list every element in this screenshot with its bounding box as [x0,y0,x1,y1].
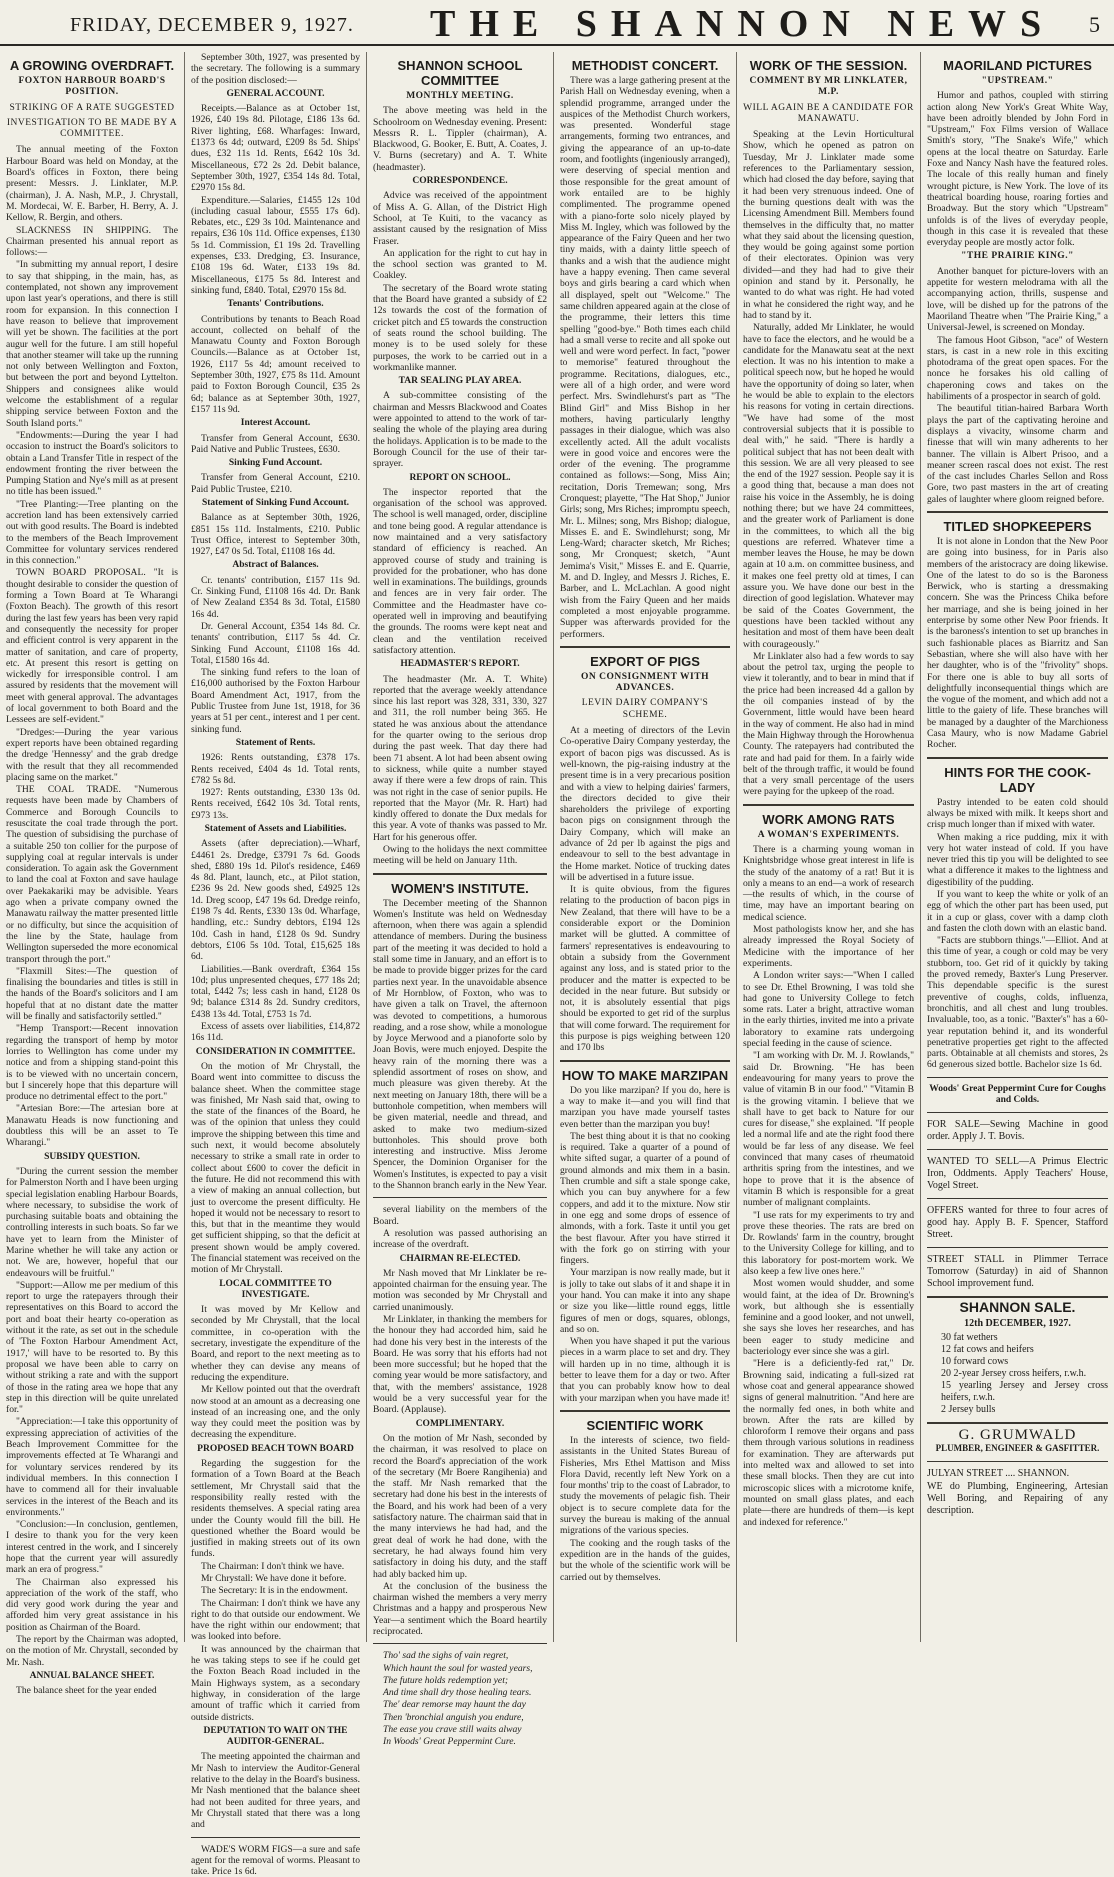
section-subhead: Abstract of Balances. [232,560,319,571]
sale-item: 10 forward cows [941,1355,1009,1367]
paragraph: There was a large gathering present at the Parish Hall on Wednesday evening, when a splendid programme, arranged under the auspices of the Methodist Church workers, was presented. Wonderful stage arrangements, forming two entrances, and giving the appearance of an up-to-date room, and footlights (ingeniously arranged), were deserving of special mention and those responsible for the great amount of work entailed are to be highly complimented. The programme opened with a piano-forte solo nicely played by Miss M. Ingley, which was followed by the appearance of the Fairy Queen and her two tiny maids, with a dainty little speech of thanks and a wish that the audience might have a happy evening. Then came several boys and girls bearing a card which when all displayed, spelt out "Welcome." The same children appeared again at the close of the programme, their letters this time spelling "good-bye." Both times each child had a small verse to recite and all spoke out well and were word perfect. In fact, "power to memorise" featured throughout the programme. Recitations, dialogues, etc., were all of a high order, and were word perfect. Mrs. Swindlehurst's part as "The Blind Girl" and Miss Bishop in her mothers, having particularly lengthy passages in their dialogue, which was also excellently acted. All the adult vocalists were in good voice and encores were the order of the evening. The programme contained as follows:—Song, Miss Ain; recitation, Doris Tremewan; song, Mrs Cronquest; playette, "The Hat Shop," Junior Girls; song, Mrs Riches; impromptu speech, Mr. L. Milnes; song, Mrs Bishop; dialogue, Misses E. and E. Swindlehurst; song, Mr Leng-Ward; character sketch, Mr Riches; song, Mr Cronquest; sketch, "Aunt Jemima's Visit," Misses E. and E. Quarrie, M. and D. Ingley, and Messrs J. Riches, E. Barber, and L. McLachlan. A good night wish from the Fairy Queen and her maids completed a most enjoyable programme. Supper was afterwards provided for the performers. [560,75,730,640]
newspaper-title: THE SHANNON NEWS [430,3,1056,45]
section-subhead: GENERAL ACCOUNT. [226,88,325,99]
paragraph: The Secretary: It is in the endowment. [201,1585,348,1597]
verse-line: Tho' sad the sighs of vain regret, [383,1650,509,1662]
paragraph: THE COAL TRADE. "Numerous requests have been made by Chambers of Commerce and Borough Councils to resuscitate the coal trade through the port. The question of subsidising the purchase of a suitable 250 ton collier for the purpose of supplying coal at regular intervals is under consideration. To again ask the Government to land the coal at Foxton and save haulage over Paekakariki may be advisible. Years ago when a private company owned the Manawatu railway the matter presented little or no difficulty, but since the acquisition of the line by the State, haulage from Wellington superseded the more economical transport through the port." [6,784,178,965]
paragraph: The balance sheet for the year ended [16,1685,157,1697]
paragraph: It was announced by the chairman that he was taking steps to see if he could get the Foxton Beach Road included in the Main Highways system, as a secondary highway, in consideration of the large amount of traffic which it carried from outside districts. [191,1643,360,1723]
classified-ad: OFFERS wanted for three to four acres of good hay. Apply B. F. Spencer, Stafford Street. [927,1205,1108,1241]
advertiser-name: G. GRUMWALD [958,1426,1077,1443]
paragraph: Speaking at the Levin Horticultural Show, which he opened as patron on Tuesday, Mr J. Linklater made some references to the Parliamentary session, which had closed the day before, saying that it had been very strenuous indeed. One of the burning questions dealt with was the Licensing Amendment Bill. Members found themselves in the difficulty that, no matter what they said about the licensing question, they would be going against some portion of their electorates. Opinion was very divided—and they had had to give their opinion and stand by it. Personally, he wanted to do what was right. He had voted in what he considered the right way, and he had to stand by it. [743,129,914,321]
paragraph: Assets (after depreciation).—Wharf, £4461 2s. Dredge, £3791 7s 6d. Goods shed, £880 19s 1d. Pilot's residence, £469 4s 8d. Plant, launch, etc., at Pilot station, £236 9s 2d. New goods shed, £4925 12s 1d. Dreg scoop, £47 19s 6d. Dredge reinfo, £198 7s 4d. Rents, £330 13s 0d. Wharfage, handling, etc.: Sundry debtors, £194 12s 10d. Cash in hand, £128 0s 9d. Sundry debtors, £106 5s 10d. Total, £15,625 18s 6d. [191,838,360,963]
paragraph: The meeting appointed the chairman and Mr Nash to interview the Auditor-General relative to the delay in the Board's business. Mr Nash mentioned that the balance sheet had not been audited for three years, and Mr Chrystall stated that there was a long and [191,1751,360,1831]
verse-line: Then 'bronchial anguish you endure, [383,1711,524,1723]
paragraph: The Chairman: I don't think we have. [201,1560,345,1572]
divider [927,511,1108,513]
paragraph: Most pathologists know her, and she has already impressed the Royal Society of Medicine with the importance of her experiments. [743,924,914,969]
article-headline: SHANNON SCHOOL COMMITTEE [397,58,523,88]
paragraph: The Chairman also expressed his appreciation of the work of the staff, who did very good work during the year and afforded him very great assistance in his position as Chairman of the Board. [6,1576,178,1633]
paragraph: A London writer says:—"When I called to see Dr. Ethel Browning, I was told she had gone to University College to fetch some rats. Later a bright, attractive woman in the early thirties, invited me into a private laboratory to examine rats undergoing special feeding in the cause of science. [743,970,914,1050]
section-subhead: Interest Account. [240,418,311,429]
article-subhead: COMMENT BY MR LINKLATER, M.P. [749,76,908,98]
article-subhead: A WOMAN'S EXPERIMENTS. [757,829,900,840]
paragraph: The famous Hoot Gibson, "ace" of Western stars, is cast in a new role in this exciting photodrama of the great open spaces. For the nonce he forsakes his old calling of chaperoning cows and takes on the habiliments of a prospector in search of gold. [927,334,1108,403]
divider [560,1410,730,1412]
article-headline: WORK AMONG RATS [762,811,895,827]
classified-ad: STREET STALL in Plimmer Terrace Tomorrow (Saturday) in aid of Shannon School improvement fund. [927,1254,1108,1290]
paragraph: Humor and pathos, coupled with stirring action along New York's Great White Way, have been adroitly blended by John Ford in "Upstream," Fox Films version of Wallace Smith's story, "The Snake's Wife," which opens at the local theatre on Saturday. Earle Foxe and Nancy Nash have the featured roles. The locale of this really human and finely wrought picture, is New York. The love of its theatrical boarding house, roaring forties and Broadway. But the story which "Upstream" unfolds is of the lives of everyday people, though in this case it is revealed that these everyday people are mostly actor folk. [927,90,1108,249]
section-subhead: Statement of Sinking Fund Account. [201,497,349,508]
paragraph: Naturally, added Mr Linklater, he would have to face the electors, and he would be a candidate for the Manawatu seat at the next election. It was no his intention to make a political speech now, but he hoped he would have the opportunity of doing so later, when he would be able to explain to the electors his reasons for voting in certain directions. "We have had some of the most controversial subjects that it is possible to deal with," he said. "There is hardly a political subject that has not been dealt with this session. We are all very pleased to see the end of the 1927 session. People say it is a good thing that, because a man does not raise his voice in the Assembly, he is doing nothing there; but we have 24 committees, and the greater work of Parliament is done in the committees, to which all the big questions are referred. Whatever time a member leaves the House, he may be down again at 10 a.m. on committee business, and it makes one feel pretty old at times, I can assure you. We have done our best in the direction of good legislation. Whatever may be said of the Coates Government, the questions have been tackled without any hesitation and most of them have been dealt with courageously." [743,322,914,650]
section-subhead: TAR SEALING PLAY AREA. [398,376,522,387]
article-deck: LEVIN DAIRY COMPANY'S SCHEME. [581,698,709,720]
paragraph: Pastry intended to be eaten cold should always be mixed with milk. It keeps short and crisp much longer than if mixed with water. [927,796,1108,831]
article-headline: MAORILAND PICTURES [943,58,1092,73]
paragraph: "Flaxmill Sites:—The question of finalising the boundaries and titles is still in the hands of the Board's solicitors and I am hopeful that at no distant date the matter will be finally and satisfactorily settled." [6,965,178,1023]
article-headline: TITLED SHOPKEEPERS [943,518,1092,534]
paragraph: The inspector reported that the organisation of the school was approved. The school is well managed, order, discipline and tone being good. A regular attendance is now maintained and a very satisfactory standard of efficiency is reached. An approved course of study and training is provided for the probationer, who has done well in examinations. The buildings, grounds and fences are in very fair order. The Committee and the Headmaster have co-operated well in improving and beautifying the grounds. The rooms were kept neat and clean and the ventilation received satisfactory attention. [373,486,547,656]
divider [743,804,914,806]
verse-line: The ease you crave still waits alway [383,1724,522,1736]
paragraph: At the conclusion of the business the chairman wished the members a very merry Christmas and a happy and prosperous New Year—a sentiment which the Board heartily reciprocated. [373,1580,547,1637]
column-1 [0,52,184,1697]
paragraph: "Hemp Transport:—Recent innovation regarding the transport of hemp by motor lorries to Wellington has come under my notice and from a shipping stand-point this is to be viewed with no uncertain concern, but I sincerely hope that this departure will produce no detrimental effect to the port." [6,1023,178,1103]
advertisement: WADE'S WORM FIGS—a sure and safe agent for the removal of worms. Pleasant to take. Price 1s 6d. [191,1843,360,1877]
article-deck: INVESTIGATION TO BE MADE BY A COMMITTEE. [6,117,178,140]
section-subhead: REPORT ON SCHOOL. [409,472,511,483]
paragraph: Contributions by tenants to Beach Road account, collected on behalf of the Manawatu County and Foxton Borough Councils.—Balance as at October 1st, 1926, £117 5s 4d; amount received to September 30th, 1927, £75 8s 11d. Amount paid to Foxton Borough Council, £35 2s 6d; balance as at September 30th, 1927, £157 11s 9d. [191,313,360,415]
section-subhead: Statement of Rents. [235,737,316,748]
article-subhead: MONTHLY MEETING. [406,91,514,101]
paragraph: Receipts.—Balance as at October 1st, 1926, £40 19s 8d. Pilotage, £186 13s 6d. River lighting, £68. Wharfages: Inward, £1373 6s 4d; outward, £209 8s 5d. Ships' dues, £32 11s 1d. Rents, £642 10s 3d. Miscellaneous, £72 2s 2d. Debit balance, September 30th, 1927, £354 14s 8d. Total, £2970 15s 8d. [191,103,360,194]
section-subhead: PROPOSED BEACH TOWN BOARD [197,1443,354,1454]
paragraph: "In submitting my annual report, I desire to say that shipping, in the main, has, as contemplated, not shown any improvement upon last year's operations, and there is still room for expansion. In this connection I have reason to believe that improvement will yet be shown. The facilities at the port augur well for the future. I am still hopeful that another steamer will take up the running not only between Wellington and Foxton, but between the port and beyond Lyttelton. Shippers and consignees alike would welcome the establishment of a regular shipping service between Foxton and the South Island ports." [6,259,178,429]
advertiser-address: JULYAN STREET .... SHANNON. [927,1467,1070,1479]
paragraph: The cooking and the rough tasks of the expedition are in the hands of the guides, but the whole of the scientific work will be carried out by themselves. [560,1537,730,1583]
paragraph: There is a charming young woman in Knightsbridge whose great interest in life is the study of the anatomy of a rat! But it is only a means to an end—a work of research—the results of which, in the course of time, may have an important bearing on medical science. [743,844,914,923]
section-subhead: CONSIDERATION IN COMMITTEE. [195,1046,356,1057]
paragraph: At a meeting of directors of the Levin Co-operative Dairy Company yesterday, the export of bacon pigs was discussed. As is well-known, the pig-raising industry at the present time is in a very precarious position and with a view to helping dairies' farmers, the directors decided to give their shareholders the privilege of exporting bacon pigs on consignment through the Dairy Company, which will make an advance of 2d per lb against the pigs and endeavour to sell to the best advantage in the Home market. Notice of trucking dates will be advertised in a future issue. [560,725,730,883]
section-subhead: LOCAL COMMITTEE TO INVESTIGATE. [219,1278,332,1300]
divider [560,646,730,648]
paragraph: Mr Linklater also had a few words to say about the petrol tax, urging the people to view it tolerantly, and to bear in mind that if the price had been increased 4d a gallon by the oil companies instead of by the Government, little would have been heard in the way of comment. He also had in mind the Main Highway through the Horowhenua County. The ratepayers had contributed the rate and had paid for them. In a fairly wide belt of the through traffic, it would be found that a very small percentage of the users were paying for the upkeep of the road. [743,650,914,798]
sale-item: 20 2-year Jersey cross heifers, r.w.h. [941,1367,1087,1379]
section-subhead: CHAIRMAN RE-ELECTED. [399,1253,521,1264]
article-subhead: FOXTON HARBOUR BOARD'S POSITION. [18,76,166,98]
paragraph: The report by the Chairman was adopted, on the motion of Mr. Chrystall, seconded by Mr. Nash. [6,1634,178,1668]
section-subhead: HEADMASTER'S REPORT. [400,659,520,670]
divider [927,1296,1108,1298]
article-headline: SCIENTIFIC WORK [586,1417,704,1433]
classified-ad: WANTED TO SELL—A Primus Electric Iron, Oddments. Apply Teachers' House, Vogel Street. [927,1156,1108,1192]
paragraph: Liabilities.—Bank overdraft, £364 15s 10d; plus unpresented cheques, £77 18s 2d; total, £442 7s; less cash in hand, £128 0s 9d; balance £314 8s 2d. Sundry creditors, £438 13s 4d. Total, £753 1s 7d. [191,963,360,1020]
paragraph: 1927: Rents outstanding, £330 13s 0d. Rents received, £642 10s 3d. Total rents, £973 13s. [191,787,360,821]
paragraph: "Dredges:—During the year various expert reports have been obtained regarding the dredge 'Hennessy' and the grab dredge with the result that they all recommended placing same on the market." [6,726,178,783]
section-subhead: CORRESPONDENCE. [412,176,508,187]
paragraph: "During the current session the member for Palmerston North and I have been urging special legislation enabling Harbour Boards, where necessary, to subsidise the work of purchasing suitable boats and obtaining the controlling interests in such boats. So far we have yet to learn from the Minister of Marine whether he will take any action or not. We are, however, hopeful that our endeavours will be fruitful." [6,1165,178,1279]
paragraph: "I am working with Dr. M. J. Rowlands," said Dr. Browning. "He has been endeavouring for many years to prove the value of vitamin B in our food." "Vitamin B is the growing vitamin. I believe that we shall have to get back to Nature for our cures for disease," she explained. "If people led a normal life and ate the right food there would be far less of any disease. We feel convinced that many cases of rheumatoid arthritis spring from the intestines, and we hope to prove that it is the absence of vitamin B which is responsible for a great number of malignant complaints. [743,1050,914,1209]
section-subhead: Sinking Fund Account. [228,458,323,469]
article-headline: HOW TO MAKE MARZIPAN [561,1067,729,1083]
paragraph: "Artesian Bore:—The artesian bore at Manawatu Heads is now functioning and doubtless this will be an asset to Te Wharangi." [6,1103,178,1149]
divider [927,1461,1108,1462]
verse-line: Which haunt the soul for wasted years, [383,1662,533,1674]
article-headline: HINTS FOR THE COOK-LADY [944,764,1091,795]
divider [373,873,547,875]
article-headline: WOMEN'S INSTITUTE. [391,880,529,896]
issue-date: FRIDAY, DECEMBER 9, 1927. [70,14,354,36]
paragraph: The beautiful titian-haired Barbara Worth plays the part of the captivating heroine and displays a vivacity, winsome charm and finesse that will win many adherents to her banner. The villain is Albert Prisoo, and a meaner screen rascal does not exist. The rest of the cast includes Charles Sellon and Ross Gore, two past masters in the art of creating gales of laughter where gloom reigned before. [927,403,1108,505]
paragraph: The Chairman: I don't think we have any right to do that outside our endowment. We have the right within our endowment; that was looked into before. [191,1597,360,1643]
paragraph: An application for the right to cut hay in the school section was granted to M. Coakley. [373,247,547,282]
sale-item: 15 yearling Jersey and Jersey cross heifers, r.w.h. [941,1379,1108,1403]
classified-ads [927,1119,1108,1290]
sale-list [927,1332,1108,1416]
paragraph: Advice was received of the appointment of Miss A. G. Allan, of the District High School, at Te Kuiti, to the vacancy as assistant caused by the resignation of Miss Fraser. [373,190,547,247]
divider [373,1643,547,1644]
divider [927,757,1108,759]
verse-line: The future holds redemption yet; [383,1674,509,1686]
classified-ad: FOR SALE—Sewing Machine in good order. Apply J. T. Bovis. [927,1119,1108,1143]
article-deck: WILL AGAIN BE A CANDIDATE FOR MANAWATU. [743,102,914,124]
paragraph: If you want to keep the white or yolk of an egg of which the other part has been used, put it in a cup or glass, cover with a damp cloth and fasten the cloth down with an elastic band. [927,889,1108,934]
paragraph: Transfer from General Account, £630. Paid Native and Public Trustees, £630. [191,432,360,455]
paragraph: The secretary of the Board wrote stating that the Board have granted a subsidy of £2 12s towards the cost of the formation of cricket pitch and £5 towards the construction of seats round the school building. The money is to be used solely for these purposes, the work to be carried out in a workmanlike manner. [373,282,547,373]
paragraph: Cr. tenants' contribution, £157 11s 9d. Cr. Sinking Fund, £1108 16s 4d. Dr. Bank of New Zealand £354 8s 3d. Total, £1580 16s 4d. [191,574,360,620]
paragraph: The annual meeting of the Foxton Harbour Board was held on Monday, at the Board's offices in Foxton, there being present: Messrs. J. Linklater, M.P. (chairman), J. A. Nash, M.P., J. Chrystall, M. Mordecai, W. E. Barber, H. Berry, A. J. Kellow, R. Bergin, and others. [6,144,178,224]
paragraph: In the interests of science, two field-assistants in the United States Bureau of Fisheries, Mrs Ethel Mattison and Miss Flora David, recently left New York on a four months' trip to the coast of Labrador, to study the movements of pelagic fish. Their object is to secure complete data for the survey the bureau is making of the annual migrations of the various species. [560,1434,730,1537]
section-subhead: COMPLIMENTARY. [415,1418,505,1429]
paragraph: Excess of assets over liabilities, £14,872 16s 11d. [191,1021,360,1044]
advertiser-text: WE do Plumbing, Engineering, Artesian Well Boring, and Repairing of any description. [927,1480,1108,1516]
paragraph: On the motion of Mr Chrystall, the Board went into committee to discuss the balance sheet. When the committee stage was finished, Mr Nash said that, owing to the state of the finances of the Board, he was of the opinion that unless they could improve the shipping between this time and such next, it would become absolutely necessary to strike a small rate in order to collect about £600 to cover the deficit in the future. He did not recommend this with a view of making an annual collection, but just to overcome the present difficulty. He hoped it would not be necessary to resort to this, but that in the meantime they would get sufficient shipping, so that the deficit at present shown would be amply covered. The financial statement was received on the motion of Mr Chrystall. [191,1060,360,1276]
column-2 [184,52,366,1877]
paragraph: Mr Linklater, in thanking the members for the honour they had accorded him, said he had done his very best in the interests of the Board. He was sorry that his efforts had not been more successful; but he hoped that the coming year would be more satisfactory, and that, with the members' assistance, 1928 would be a very successful year for the Board. (Applause). [373,1313,547,1416]
sale-item: 12 fat cows and heifers [941,1343,1034,1355]
sale-title: SHANNON SALE. [959,1299,1076,1316]
section-subhead: DEPUTATION TO WAIT ON THE AUDITOR-GENERAL. [203,1725,348,1748]
article-headline: WORK OF THE SESSION. [749,58,908,73]
divider [373,1197,547,1198]
paragraph: several liability on the members of the Board. [373,1204,547,1227]
article-subhead: ON CONSIGNMENT WITH ADVANCES. [581,671,709,694]
divider [927,1112,1108,1113]
advertiser-trade: PLUMBER, ENGINEER & GASFITTER. [935,1443,1100,1454]
advertisement: Woods' Great Peppermint Cure for Coughs and Colds. [929,1083,1106,1106]
section-subhead: SUBSIDY QUESTION. [44,1151,140,1162]
paragraph: "Tree Planting:—Tree planting on the accretion land has been extensively carried out with good results. The Board is indebted to the members of the Beach Improvement Committee for voluntary services rendered in this connection." [6,498,178,567]
paragraph: Most women would shudder, and some would faint, at the idea of Dr. Browning's work, but although she is essentially feminine and a good looker, and not unwell, she says she loves her researches, and has been eager to study medicine and bacteriology ever since she was a girl. [743,1278,914,1358]
page-number: 5 [1089,12,1100,37]
paragraph: Mr Chrystall: We have done it before. [201,1573,347,1584]
paragraph: Regarding the suggestion for the formation of a Town Board at the Beach settlement, Mr Chrystall said that the responsibility really rested with the residents themselves. A special rating area under the County would fill the bill. He questioned whether the Board would be justified in making streets out of its own funds. [191,1458,360,1560]
divider [927,1247,1108,1248]
paragraph: Owing to the holidays the next committee meeting will be held on January 11th. [373,844,547,867]
paragraph: "Endowments:—During the year I had occasion to instruct the Board's solicitors to obtain a Land Transfer Title in respect of the endowment fronting the river between the Pumping Station and Nye's mill as at present no title has been issued." [6,429,178,498]
paragraph: The above meeting was held in the Schoolroom on Wednesday evening. Present: Messrs R. L. Tippler (chairman), A. Blackwood, G. Booker, E. Butt, A. Coates, J. V. Burns (secretary) and A. T. White (headmaster). [373,105,547,173]
paragraph: When you have shaped it put the various pieces in a warm place to set and dry. They will harden up in no time, although it is better to leave them for a day or two. After that you can probably know how to deal with your marzipan when you have made it! [560,1336,730,1404]
sale-date: 12th DECEMBER, 1927. [964,1317,1071,1329]
paragraph: The sinking fund refers to the loan of £16,000 authorised by the Foxton Harbour Board Amendment Act, 1917, from the Public Trustee from June 1st, 1918, for 36 years at 51 per cent., interest and 1 per cent. sinking fund. [191,667,360,735]
paragraph: A sub-committee consisting of the chairman and Messrs Blackwood and Coates were appointed to attend to the work of tar-sealing the whole of the playing area during the holidays. Application is to be made to the Borough Council for the use of their tar-sprayer. [373,390,547,470]
paragraph: It is not alone in London that the New Poor are going into business, for in Paris also members of the aristocracy are doing likewise. One of the latest to do so is the Baroness Berwick, who is starting a dressmaking concern. She was the Princess Chika before her marriage, and she is being joined in her enterprise by some other New Poor friends. It is the baroness's intention to set up branches in such fashionable places as Biarritz and San Sebastian, where she will also have with her her daughter, who is of the "frivolity" shops. For there one is able to buy all sorts of delightfully inconsequential things which are the vogue of the moment, and which add not a little to the gaiety of life. These branches will be managed by a daughter of the Marchioness Casa Maury, who is now Madame Gabriel Rocher. [927,535,1108,751]
paragraph: Dr. General Account, £354 14s 8d. Cr. tenants' contribution, £117 5s 4d. Cr. Sinking Fund Account, £1108 16s 4d. Total, £1580 16s 4d. [191,620,360,666]
paragraph: It was moved by Mr Kellow and seconded by Mr Chrystall, that the local committee, in co-operation with the secretary, investigate the expenditure of the Board, and report to the next meeting as to whether they can devise any means of reducing the expenditure. [191,1304,360,1383]
paragraph: "I use rats for my experiments to try and prove these theories. The rats are bred on Dr. Rowlands' farm in the country, brought to the University College for killing, and to this laboratory for post-mortem work. We also keep a few live ones here." [743,1209,914,1277]
divider [560,1060,730,1062]
paragraph: When making a rice pudding, mix it with very hot water instead of cold. If you have never tried this tip you will be delighted to see what a difference it makes to the lightness and digestibility of the pudding. [927,831,1108,888]
paragraph: "Conclusion:—In conclusion, gentlemen, I desire to thank you for the very keen interest centred in the work, and I sincerely hope that the current year will assuredly mark an era of progress." [6,1519,178,1576]
paragraph: "Support:—Allow me per medium of this report to urge the ratepayers through their representatives on this Board to accord the port and boat their hearty co-operation as without it the rate, as set out in the schedule of 'The Foxton Harbour Amendment Act, 1917,' will have to be resorted to. By this proposal we have been able to carry on without striking a rate and with the support of those in the rating area we hope that any step in this direction will be quite unrelated for." [6,1279,178,1416]
divider [927,1149,1108,1150]
column-5 [736,52,920,1642]
paragraph: The headmaster (Mr. A. T. White) reported that the average weekly attendance since his last report was 328, 331, 330, 327 and 311, the roll number being 365. He stated he was anxious about the attendance for the quarter owing to the serious drop during the past week. That day there had been 71 absent. A lot had been absent owing to sickness, while quite a number stayed away if there were a few drops of rain. This was not right in the case of senior pupils. He reported that the Mayor (Mr. R. Hart) had kindly offered to donate the Dux medals for this year. A vote of thanks was passed to Mr. Hart for his generous offer. [373,673,547,843]
paragraph: The best thing about it is that no cooking is required. Take a quarter of a pound of white sifted sugar, a quarter of a pound of ground almonds and mix them in a basin. Then crumble and sift a stale sponge cake, which you can buy anywhere for a few coppers, and add it to the mixture. Now stir in one egg and some drops of essence of almonds, with a fork. Taste it until you get the best flavour. After you have stirred it with the fork go on stirring with your fingers. [560,1130,730,1267]
divider [927,1422,1108,1424]
section-subhead: Tenants' Contributions. [227,299,324,310]
divider [191,1837,360,1838]
sale-item: 30 fat wethers [941,1331,998,1343]
masthead [0,0,1114,46]
verse-line: And time shall dry those healing tears. [383,1687,532,1699]
article-headline: METHODIST CONCERT. [571,58,719,73]
paragraph: 1926: Rents outstanding, £378 17s. Rents received, £404 4s 1d. Total rents, £782 5s 8d. [191,752,360,786]
paragraph: September 30th, 1927, was presented by the secretary. The following is a summary of the position disclosed:— [191,52,360,86]
paragraph: "Facts are stubborn things."—Elliot. And at this time of year, a cough or cold may be very stubborn, too. Get rid of it quickly by taking the proved remedy, Baxter's Lung Preserver. This dependable specific is the surest preventive of coughs, colds, influenza, bronchitis, and all chest and lung troubles. Invaluable, too, as a tonic. "Baxter's" has a 60-year reputation behind it, and its wonderful penetrative properties get right to the affected parts. Obtainable at all chemists and stores, 2s 6d generous sized bottle. Bachelor size 1s 6d. [927,935,1108,1071]
paragraph: On the motion of Mr Nash, seconded by the chairman, it was resolved to place on record the Board's appreciation of the work of the secretary (Mr Boere Rangihenia) and the staff. Mr Nash remarked that the secretary had done his best in the interests of the Board, and his work had been of a very satisfactory nature. The chairman said that in the many interviews he had had, and the great deal of work he had done, with the secretary, he had always found him very satisfactory in doing his duty, and the staff had ably backed him up. [373,1432,547,1580]
divider [927,1198,1108,1199]
paragraph: TOWN BOARD PROPOSAL. "It is thought desirable to consider the question of forming a Town Board at Te Wharangi (Foxton Beach). The growth of this resort during the last few years has been very rapid and consequently the necessity for proper and efficient control is very apparent in the matter of sanitation, and care of property, etc. At present this resort is getting on wickedly for irresponsible control. I am assured by residents that the movement will meet with general approval. The advantages of local government to both Board and the Lessees are self-evident." [6,567,178,726]
sale-item: 2 Jersey bulls [941,1403,996,1415]
article-subhead: "THE PRAIRIE KING." [961,251,1074,262]
verse-line: In Woods' Great Peppermint Cure. [383,1736,516,1748]
paragraph: "Appreciation:—I take this opportunity of expressing appreciation of activities of the Beach Improvement Committee for the improvements effected at Te Wharangi and for voluntary services rendered by its individual members. In this connection I have to commend all for their invaluable services in the interest of the Beach and its environments." [6,1416,178,1518]
paragraph: Transfer from General Account, £210. Paid Public Trustee, £210. [191,472,360,495]
divider [927,1077,1108,1078]
section-subhead: Statement of Assets and Liabilities. [204,824,347,834]
article-subhead: "UPSTREAM." [981,76,1054,86]
article-deck: STRIKING OF A RATE SUGGESTED [9,102,175,113]
paragraph: Expenditure.—Salaries, £1455 12s 10d (including casual labour, £555 17s 6d). Rebates, etc., £29 3s 10d. Maintenance and repairs, £36 10s 11d. Office expenses, £130 5s 1d. Commission, £1 19s 2d. Travelling expenses, £33. Dredging, £3. Insurance, £108 19s 6d. Water, £133 19s 8d. Miscellaneous, £175 5s 8d. Interest and sinking fund, £840. Total, £2970 15s 8d. [191,194,360,296]
article-headline: A GROWING OVERDRAFT. [9,58,175,73]
column-6 [920,52,1114,1642]
column-3 [366,52,553,1748]
paragraph: Mr Kellow pointed out that the overdraft now stood at an amount as a decreasing one instead of an increasing one, and the only way they could meet the position was by decreasing the expenditure. [191,1384,360,1441]
article-headline: EXPORT OF PIGS [590,653,700,669]
paragraph: Your marzipan is now really made, but it is jolly to take out slabs of it and shape it in your hand. You can make it into any shape or size you like—little round eggs, little figures of men or dogs, squares, oblongs, and so on. [560,1267,730,1335]
paragraph: Mr Nash moved that Mr Linklater be re-appointed chairman for the ensuing year. The motion was seconded by Mr Chrystall and carried unanimously. [373,1267,547,1313]
paragraph: A resolution was passed authorising an increase of the overdraft. [373,1227,547,1251]
paragraph: "Here is a deficiently-fed rat," Dr. Browning said, indicating a full-sized rat whose coat and general appearance showed signs of general malnutrition. "And here are the normally fed ones, in both white and brown. After the rats are killed by chloroform I remove their organs and pass them through various solutions in readiness for examination. They are afterwards put into melted wax and allowed to set into these small blocks. Then they are cut into microscopic slices with a microtome knife, mounted on small glass plates, and each plate—there are hundreds of them—is kept and indexed for reference." [743,1358,914,1528]
paragraph: Another banquet for picture-lovers with an appetite for western melodrama with all the accompanying action, thrills, suspense and love, will be dished up for the patrons of the Maoriland Theatre when "The Prairie King," a Universal-Jewel, is screened on Monday. [927,265,1108,334]
paragraph: SLACKNESS IN SHIPPING. The Chairman presented his annual report as follows:— [6,224,178,259]
section-subhead: ANNUAL BALANCE SHEET. [29,1670,155,1681]
paragraph: The December meeting of the Shannon Women's Institute was held on Wednesday afternoon, when there was again a splendid attendance of members. During the business part of the meeting it was decided to hold a stall some time in January, and an effort is to be made to provide bigger prizes for the card parties next year. In the unavoidable absence of Mr Hornblow, of Foxton, who was to have given a talk on Travel, the afternoon was devoted to competitions, a humorous reading, and a rose show, while a monologue by Joyce Merwood and a pianoforte solo by Joan Bovis, were much enjoyed. Despite the heavy rain of the morning there was a splendid assortment of roses on show, and much pleasure was given thereby. At the next meeting on January 18th, there will be a buttonhole competition, when members will be given material, needle and thread, and asked to make two medium-sized buttonholes. This should prove both interesting and instructive. Miss Jerome Spencer, the Dominion Organiser for the Women's Institutes, is expected to pay a visit to the Shannon branch early in the New Year. [373,897,547,1192]
verse-line: The' dear remorse may haunt the day [383,1699,526,1711]
column-4 [553,52,736,1642]
paragraph: Balance as at September 30th, 1926, £851 15s 11d. Instalments, £210. Public Trust Office, interest to September 30th, 1927, £47 0s 5d. Total, £1108 16s 4d. [191,512,360,558]
paragraph: Do you like marzipan? If you do, here is a way to make it—and you will find that marzipan you have made yourself tastes even better than the marzipan you buy! [560,1084,730,1130]
paragraph: It is quite obvious, from the figures relating to the production of bacon pigs in New Zealand, that there will have to be a considerable export or the Dominion market will be glutted. A committee of farmers' representatives is endeavouring to obtain a subsidy from the Government against any loss, and is stated prior to the producer and the matter is expected to be decided in the near future. But subsidy or not, it is absolutely essential that pigs should be exported to get rid of the surplus that will come forward. The requirement for this purpose is pigs weighing between 120 and 170 lbs [560,884,730,1054]
